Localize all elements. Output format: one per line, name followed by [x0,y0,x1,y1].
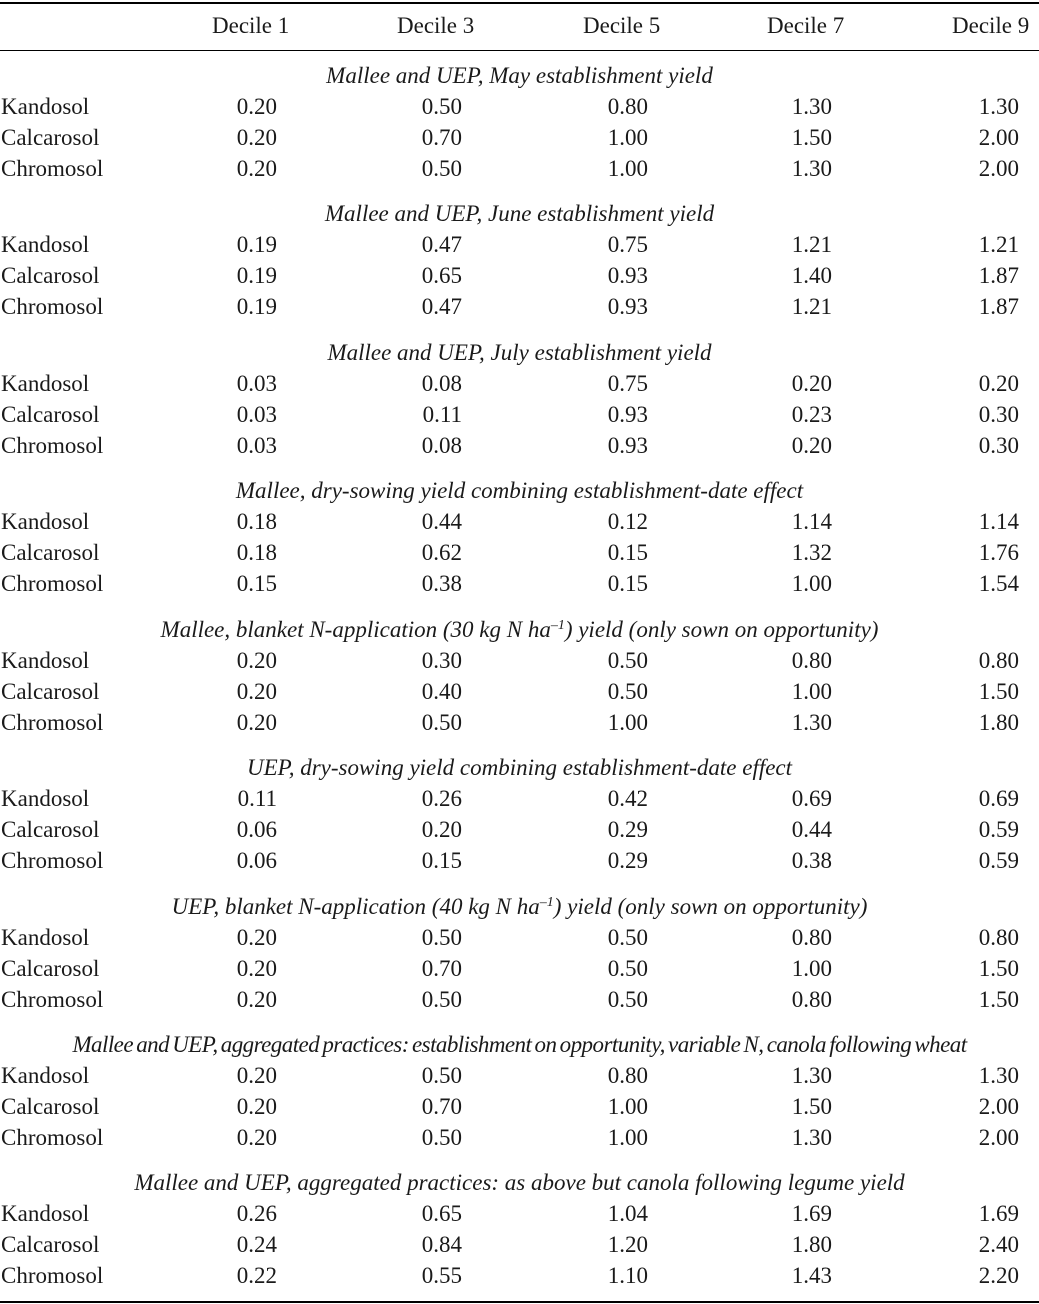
table-cell: 0.50 [607,956,648,981]
table-cell: 1.69 [978,1201,1019,1226]
table-cell: 0.50 [421,987,462,1012]
table-cell: 0.50 [421,1063,462,1088]
row-label: Calcarosol [1,263,100,288]
table-cell: 0.12 [607,509,648,534]
table-cell: 0.26 [236,1201,277,1226]
table-top-rule [0,2,1039,4]
table-cell: 0.20 [236,1063,277,1088]
table-cell: 1.14 [791,509,832,534]
table-cell: 0.50 [607,648,648,673]
table-cell: 0.29 [607,817,648,842]
table-cell: 0.93 [607,402,648,427]
table-cell: 0.50 [421,925,462,950]
table-cell: 2.40 [978,1232,1019,1257]
table-cell: 0.75 [607,371,648,396]
table-row [0,845,1039,876]
table-cell: 0.80 [978,925,1019,950]
table-cell: 0.70 [421,1094,462,1119]
table-cell: 0.03 [236,371,277,396]
table-cell: 0.50 [421,156,462,181]
row-label: Chromosol [1,571,104,596]
table-cell: 0.24 [236,1232,277,1257]
table-row [0,676,1039,707]
table-cell: 1.80 [978,710,1019,735]
table-row [0,91,1039,122]
table-cell: 0.19 [236,232,277,257]
table-row [0,430,1039,461]
section-title: Mallee and UEP, aggregated practices: as above but canola following legume yield [134,1170,905,1195]
table-cell: 0.15 [421,848,462,873]
row-label: Kandosol [1,1201,90,1226]
table-cell: 1.00 [607,156,648,181]
table-cell: 0.18 [236,540,277,565]
column-header: Decile 1 [212,13,290,38]
table-cell: 1.10 [607,1263,648,1288]
table-cell: 1.69 [791,1201,832,1226]
table-cell: 0.80 [607,1063,648,1088]
table-row [0,922,1039,953]
table-cell: 0.20 [236,679,277,704]
table-cell: 0.20 [978,371,1019,396]
table-cell: 0.47 [421,294,462,319]
row-label: Chromosol [1,156,104,181]
table-cell: 0.08 [421,371,462,396]
row-label: Chromosol [1,1263,104,1288]
row-label: Calcarosol [1,540,100,565]
row-label: Calcarosol [1,1094,100,1119]
table-row [0,984,1039,1015]
section-title-superscript: –1 [550,618,565,633]
section-title-superscript: –1 [539,895,554,910]
section-title-text: UEP, blanket N-application (40 kg N ha [171,894,540,919]
table-cell: 1.14 [978,509,1019,534]
row-label: Calcarosol [1,1232,100,1257]
section-title: Mallee and UEP, June establishment yield [324,201,715,226]
table-row [0,1229,1039,1260]
table-cell: 0.59 [978,817,1019,842]
table-row [0,506,1039,537]
table-cell: 0.11 [237,786,277,811]
table-cell: 0.03 [236,402,277,427]
section-title: UEP, dry-sowing yield combining establishment-date effect [246,755,793,780]
table-cell: 0.59 [978,848,1019,873]
table-cell: 0.19 [236,263,277,288]
table-cell: 1.40 [791,263,832,288]
table-cell: 0.29 [607,848,648,873]
table-cell: 0.42 [607,786,648,811]
table-cell: 0.93 [607,263,648,288]
table-cell: 0.93 [607,294,648,319]
table-cell: 1.50 [791,125,832,150]
table-row [0,1198,1039,1229]
row-label: Chromosol [1,710,104,735]
table-cell: 2.20 [978,1263,1019,1288]
table-cell: 1.00 [607,1125,648,1150]
table-cell: 1.54 [978,571,1019,596]
row-label: Chromosol [1,1125,104,1150]
table-cell: 0.20 [236,94,277,119]
table-cell: 1.32 [791,540,832,565]
table-row [0,368,1039,399]
table-cell: 1.30 [791,156,832,181]
section-title: Mallee and UEP, July establishment yield [327,340,712,365]
table-cell: 1.00 [607,1094,648,1119]
table-cell: 0.22 [236,1263,277,1288]
table-row [0,568,1039,599]
table-row [0,399,1039,430]
table-cell: 0.70 [421,956,462,981]
row-label: Kandosol [1,786,90,811]
table-cell: 0.15 [607,571,648,596]
table-cell: 1.30 [791,1063,832,1088]
table-cell: 0.20 [236,956,277,981]
table-cell: 0.50 [607,925,648,950]
row-label: Chromosol [1,848,104,873]
table-cell: 0.20 [236,1094,277,1119]
table-row [0,645,1039,676]
table-row [0,707,1039,738]
table-cell: 0.50 [421,1125,462,1150]
table-cell: 1.50 [978,956,1019,981]
table-cell: 0.50 [607,987,648,1012]
row-label: Chromosol [1,294,104,319]
section-title: Mallee and UEP, aggregated practices: establishment on opportunity, variable N, canola following wheat [72,1032,967,1057]
table-cell: 1.00 [607,710,648,735]
table-cell: 0.20 [236,648,277,673]
table-cell: 0.50 [607,679,648,704]
table-cell: 2.00 [978,1094,1019,1119]
section-title [0,891,1039,922]
row-label: Chromosol [1,987,104,1012]
table-cell: 0.80 [791,987,832,1012]
table-cell: 0.20 [236,925,277,950]
table-cell: 0.40 [421,679,462,704]
table-cell: 2.00 [978,125,1019,150]
table-cell: 0.08 [421,433,462,458]
table-cell: 1.50 [978,987,1019,1012]
table-cell: 0.20 [236,987,277,1012]
table-cell: 0.20 [236,125,277,150]
table-cell: 1.87 [978,294,1019,319]
row-label: Calcarosol [1,125,100,150]
table-cell: 1.21 [978,232,1019,257]
table-cell: 0.47 [421,232,462,257]
table-cell: 1.21 [791,294,832,319]
table-cell: 0.20 [791,433,832,458]
table-header-row [0,10,1039,41]
table-row [0,537,1039,568]
row-label: Kandosol [1,648,90,673]
table-cell: 1.00 [791,571,832,596]
table-header-rule [0,50,1039,51]
table-row [0,1060,1039,1091]
row-label: Calcarosol [1,956,100,981]
table-cell: 0.70 [421,125,462,150]
table-cell: 0.65 [421,1201,462,1226]
row-label: Kandosol [1,509,90,534]
table-bottom-rule [0,1301,1039,1303]
table-cell: 0.93 [607,433,648,458]
table-row [0,153,1039,184]
table-row [0,260,1039,291]
table-cell: 1.80 [791,1232,832,1257]
table-cell: 0.15 [607,540,648,565]
table-cell: 0.18 [236,509,277,534]
table-cell: 2.00 [978,156,1019,181]
table-row [0,1260,1039,1291]
table-cell: 0.69 [978,786,1019,811]
table-cell: 0.80 [607,94,648,119]
table-cell: 1.20 [607,1232,648,1257]
table-cell: 1.21 [791,232,832,257]
table-cell: 0.03 [236,433,277,458]
table-cell: 1.04 [607,1201,648,1226]
section-title-text: Mallee, blanket N-application (30 kg N ha [160,617,551,642]
table-cell: 1.30 [791,94,832,119]
table-cell: 1.30 [978,94,1019,119]
table-cell: 0.19 [236,294,277,319]
table-cell: 0.15 [236,571,277,596]
column-header: Decile 7 [767,13,845,38]
column-header: Decile 9 [952,13,1030,38]
table-cell: 1.30 [791,1125,832,1150]
table-cell: 0.75 [607,232,648,257]
table-cell: 1.30 [791,710,832,735]
table-cell: 0.20 [421,817,462,842]
row-label: Kandosol [1,1063,90,1088]
section-title-text: ) yield (only sown on opportunity) [553,894,868,919]
table-cell: 0.50 [421,94,462,119]
table-cell: 0.11 [422,402,462,427]
table-row [0,122,1039,153]
table-row [0,1122,1039,1153]
table-cell: 1.30 [978,1063,1019,1088]
table-cell: 0.62 [421,540,462,565]
table-cell: 0.30 [978,433,1019,458]
table-cell: 0.84 [421,1232,462,1257]
table-cell: 1.00 [791,956,832,981]
table-cell: 1.50 [791,1094,832,1119]
section-title-text: ) yield (only sown on opportunity) [564,617,879,642]
table-cell: 1.50 [978,679,1019,704]
column-header: Decile 5 [583,13,661,38]
table-cell: 0.65 [421,263,462,288]
section-title [0,614,1039,645]
table-cell: 0.23 [791,402,832,427]
table-cell: 0.06 [236,817,277,842]
table-cell: 2.00 [978,1125,1019,1150]
table-cell: 0.80 [978,648,1019,673]
row-label: Kandosol [1,925,90,950]
table-row [0,291,1039,322]
table-cell: 0.50 [421,710,462,735]
table-cell: 0.30 [978,402,1019,427]
table-cell: 1.00 [607,125,648,150]
table-cell: 1.87 [978,263,1019,288]
table-cell: 0.06 [236,848,277,873]
table-cell: 0.20 [236,710,277,735]
table-row [0,1091,1039,1122]
table-cell: 0.80 [791,648,832,673]
row-label: Calcarosol [1,817,100,842]
table-cell: 0.20 [791,371,832,396]
table-cell: 0.44 [421,509,462,534]
table-row [0,229,1039,260]
row-label: Kandosol [1,94,90,119]
table-row [0,814,1039,845]
table-cell: 0.44 [791,817,832,842]
table-cell: 0.80 [791,925,832,950]
row-label: Kandosol [1,371,90,396]
row-label: Kandosol [1,232,90,257]
table-cell: 0.55 [421,1263,462,1288]
table-cell: 0.20 [236,156,277,181]
row-label: Calcarosol [1,679,100,704]
column-header: Decile 3 [397,13,475,38]
table-cell: 1.00 [791,679,832,704]
table-row [0,953,1039,984]
table-cell: 0.38 [791,848,832,873]
table-cell: 1.43 [791,1263,832,1288]
table-cell: 0.38 [421,571,462,596]
section-title: Mallee and UEP, May establishment yield [326,63,713,88]
table-cell: 1.76 [978,540,1019,565]
table-cell: 0.20 [236,1125,277,1150]
row-label: Chromosol [1,433,104,458]
section-title: Mallee, dry-sowing yield combining establishment-date effect [235,478,804,503]
table-cell: 0.30 [421,648,462,673]
table-cell: 0.26 [421,786,462,811]
table-row [0,783,1039,814]
table-cell: 0.69 [791,786,832,811]
row-label: Calcarosol [1,402,100,427]
